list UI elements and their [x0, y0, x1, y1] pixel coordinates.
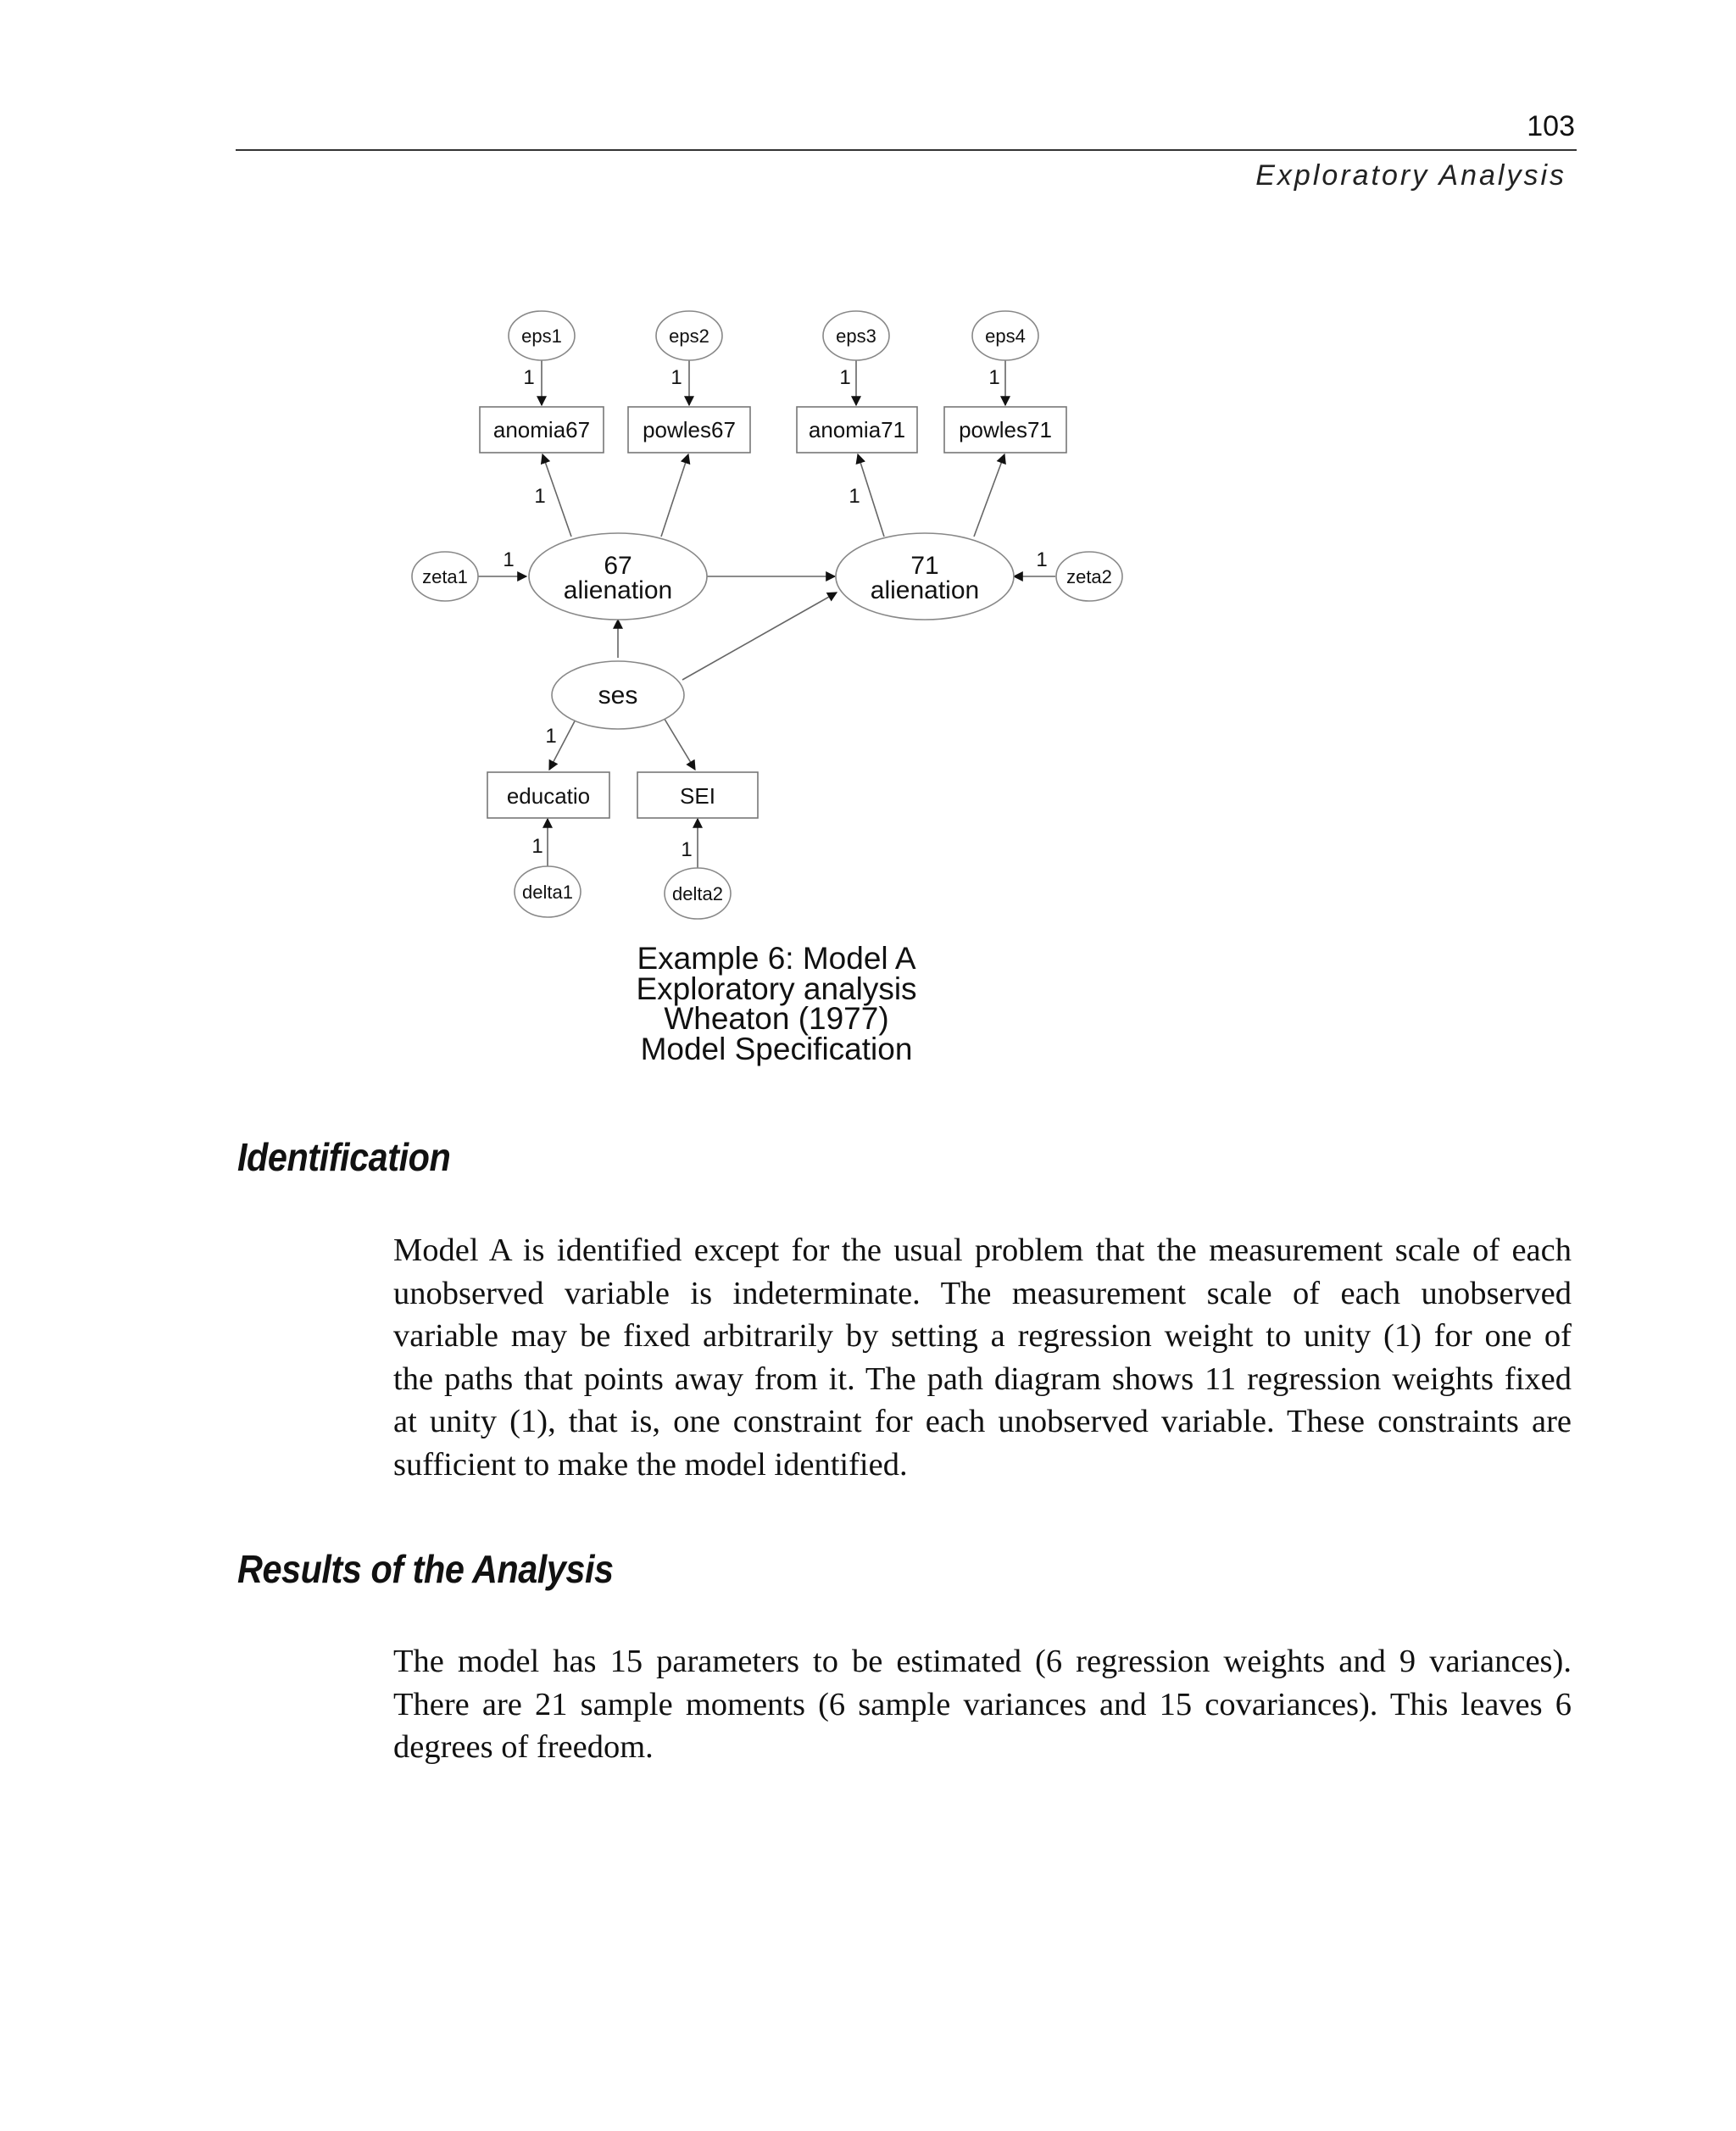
label-ses: ses — [598, 682, 638, 709]
label-eps3: eps3 — [836, 325, 876, 347]
paragraph-line: unobserved variable is indeterminate. The measurement scale of each unobserved — [393, 1275, 1572, 1311]
path-ses-sei — [663, 716, 695, 770]
path-alien67-anomia67 — [542, 454, 571, 537]
label-alien67-bottom: alienation — [563, 576, 673, 604]
label-sei: SEI — [680, 783, 715, 809]
label-anomia71: anomia71 — [808, 417, 906, 442]
weight-delta2: 1 — [681, 838, 693, 861]
weight-eps1: 1 — [523, 366, 535, 389]
label-alien67-top: 67 — [604, 552, 632, 580]
label-delta2: delta2 — [672, 883, 723, 904]
path-ses-alien71 — [682, 593, 837, 680]
page-number: 103 — [1527, 110, 1575, 142]
weight-zeta2: 1 — [1036, 548, 1048, 571]
label-alien71-bottom: alienation — [870, 576, 980, 604]
label-eps1: eps1 — [521, 325, 562, 347]
paragraph-identification — [393, 1229, 1572, 1486]
paragraph-line: variable may be fixed arbitrarily by setting a regression weight to unity (1) for one of — [393, 1318, 1572, 1354]
heading-identification: Identification — [237, 1135, 451, 1179]
paragraph-line: sufficient to make the model identified. — [393, 1446, 908, 1483]
weight-anomia67: 1 — [534, 485, 546, 508]
heading-results: Results of the Analysis — [237, 1547, 614, 1591]
label-educatio: educatio — [506, 783, 591, 809]
paragraph-line: Model A is identified except for the usual problem that the measurement scale of each — [393, 1232, 1572, 1268]
label-powles67: powles67 — [643, 417, 736, 442]
weight-zeta1: 1 — [503, 548, 515, 571]
weight-delta1: 1 — [531, 835, 543, 858]
label-zeta2: zeta2 — [1066, 566, 1112, 587]
path-alien71-powles71 — [974, 454, 1004, 537]
paragraph-line: at unity (1), that is, one constraint for each unobserved variable. These constraints are — [393, 1404, 1572, 1439]
running-head: Exploratory Analysis — [1255, 159, 1566, 192]
weight-eps2: 1 — [670, 366, 682, 389]
caption-line-3: Wheaton (1977) — [664, 1001, 889, 1036]
weight-educatio: 1 — [545, 725, 557, 748]
path-alien71-anomia71 — [858, 454, 884, 537]
weight-eps3: 1 — [839, 366, 851, 389]
label-anomia67: anomia67 — [492, 417, 591, 442]
label-eps4: eps4 — [985, 325, 1026, 347]
caption-line-4: Model Specification — [640, 1032, 913, 1066]
weight-eps4: 1 — [988, 366, 1000, 389]
paragraph-line: There are 21 sample moments (6 sample variances and 15 covariances). This leaves 6 — [393, 1686, 1572, 1722]
caption-line-1: Example 6: Model A — [637, 941, 916, 976]
label-delta1: delta1 — [522, 882, 573, 903]
path-alien67-powles67 — [661, 454, 688, 537]
label-eps2: eps2 — [669, 325, 709, 347]
paragraph-line: The model has 15 parameters to be estimated (6 regression weights and 9 variances). — [393, 1644, 1572, 1679]
label-powles71: powles71 — [959, 417, 1052, 442]
weight-anomia71: 1 — [849, 485, 860, 508]
label-alien71-top: 71 — [910, 552, 939, 580]
paragraph-line: degrees of freedom. — [393, 1729, 654, 1765]
paragraph-line: the paths that points away from it. The path diagram shows 11 regression weights fixed — [393, 1360, 1572, 1397]
paragraph-results — [393, 1640, 1572, 1769]
caption-line-2: Exploratory analysis — [636, 971, 917, 1006]
label-zeta1: zeta1 — [422, 566, 468, 587]
